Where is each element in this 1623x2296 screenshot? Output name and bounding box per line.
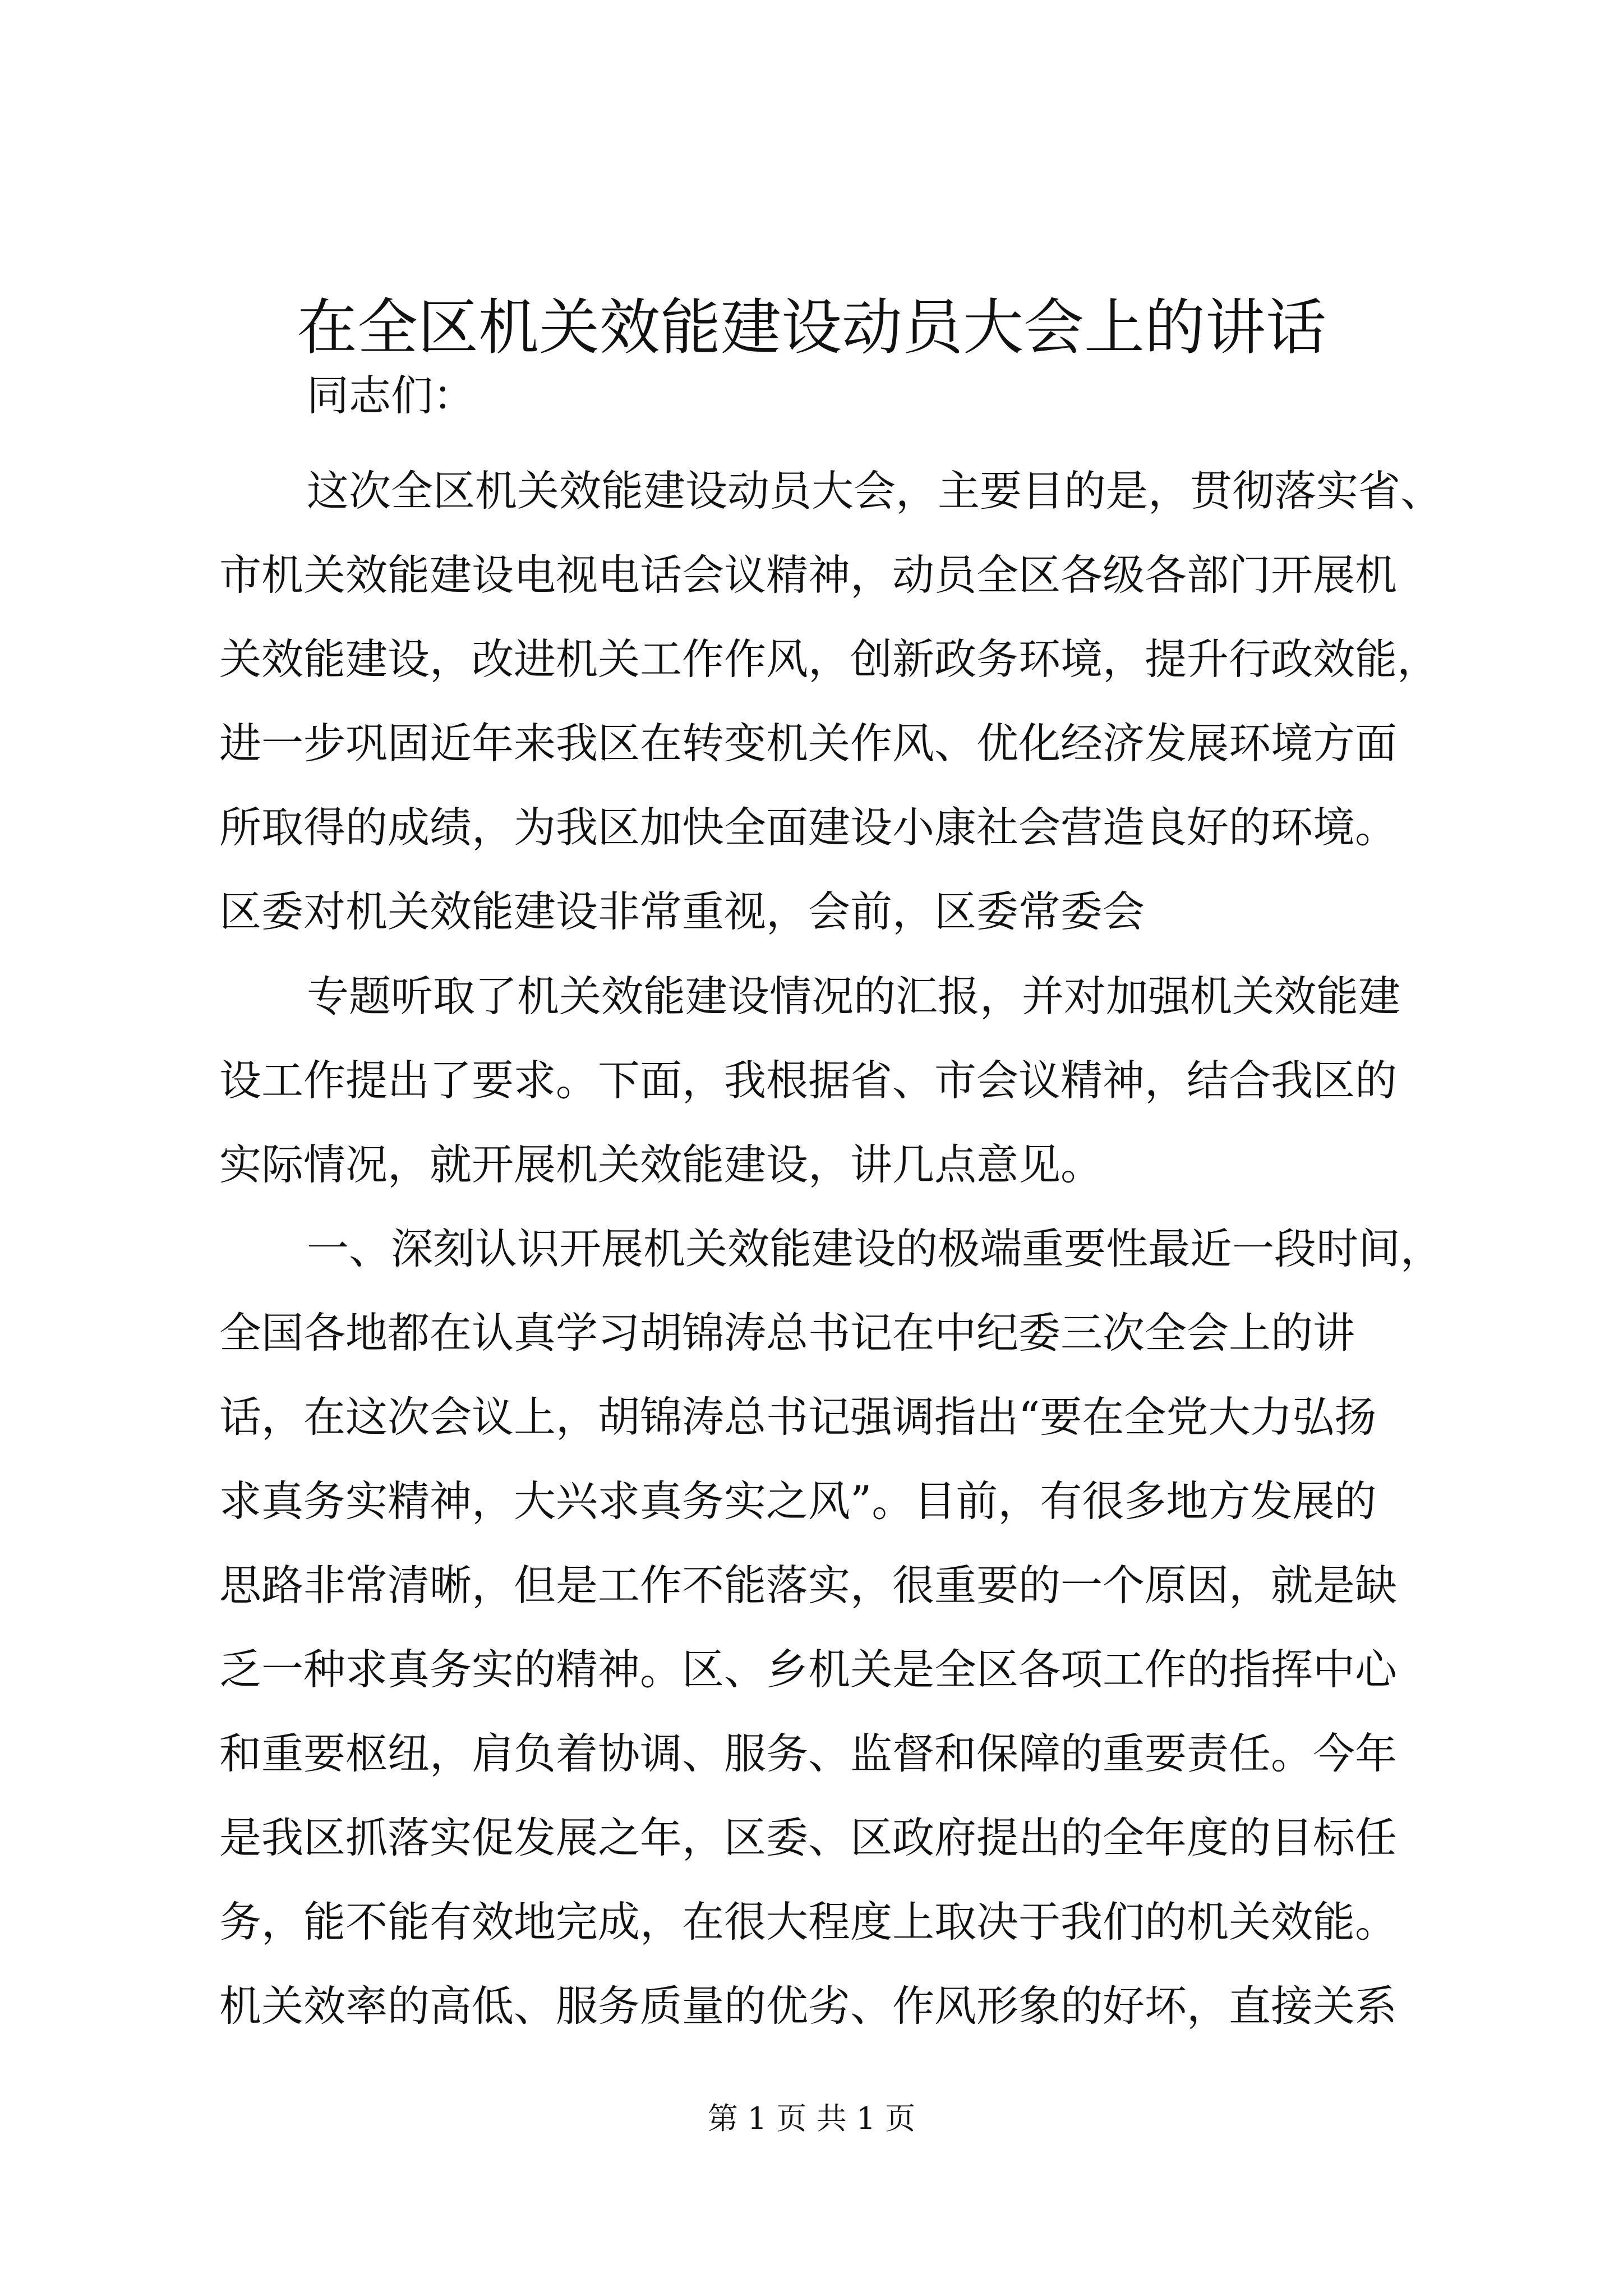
body-line: 全国各地都在认真学习胡锦涛总书记在中纪委三次全会上的讲: [219, 1308, 1355, 1358]
body-line: 专题听取了机关效能建设情况的汇报，并对加强机关效能建: [307, 972, 1401, 1021]
document-title: 在全区机关效能建设动员大会上的讲话: [296, 293, 1326, 363]
body-line: 是我区抓落实促发展之年，区委、区政府提出的全年度的目标任: [219, 1813, 1398, 1862]
body-line: 乏一种求真务实的精神。区、乡机关是全区各项工作的指挥中心: [219, 1645, 1398, 1694]
body-line: 和重要枢纽，肩负着协调、服务、监督和保障的重要责任。今年: [219, 1729, 1398, 1778]
body-line: 区委对机关效能建设非常重视，会前，区委常委会: [219, 887, 1145, 936]
body-line: 实际情况，就开展机关效能建设，讲几点意见。: [219, 1140, 1103, 1189]
body-line: 务，能不能有效地完成，在很大程度上取决于我们的机关效能。: [219, 1897, 1398, 1947]
body-line: 思路非常清晰，但是工作不能落实，很重要的一个原因，就是缺: [219, 1561, 1398, 1610]
body-line: 进一步巩固近年来我区在转变机关作风、优化经济发展环境方面: [219, 719, 1398, 768]
page-number-footer: 第 1 页 共 1 页: [707, 2101, 916, 2136]
body-line: 所取得的成绩，为我区加快全面建设小康社会营造良好的环境。: [219, 803, 1398, 852]
body-line: 这次全区机关效能建设动员大会，主要目的是，贯彻落实省、: [307, 466, 1443, 516]
body-line: 话，在这次会议上，胡锦涛总书记强调指出“要在全党大力弘扬: [219, 1392, 1377, 1442]
body-line: 机关效率的高低、服务质量的优劣、作风形象的好坏，直接关系: [219, 1981, 1398, 2031]
body-line: 求真务实精神，大兴求真务实之风”。目前，有很多地方发展的: [219, 1476, 1377, 1526]
body-line: 市机关效能建设电视电话会议精神，动员全区各级各部门开展机: [219, 550, 1398, 600]
body-line: 一、深刻认识开展机关效能建设的极端重要性最近一段时间，: [307, 1224, 1443, 1273]
salutation-line: 同志们：: [307, 371, 476, 420]
body-line: 关效能建设，改进机关工作作风，创新政务环境，提升行政效能，: [219, 634, 1440, 684]
body-line: 设工作提出了要求。下面，我根据省、市会议精神，结合我区的: [219, 1056, 1398, 1105]
